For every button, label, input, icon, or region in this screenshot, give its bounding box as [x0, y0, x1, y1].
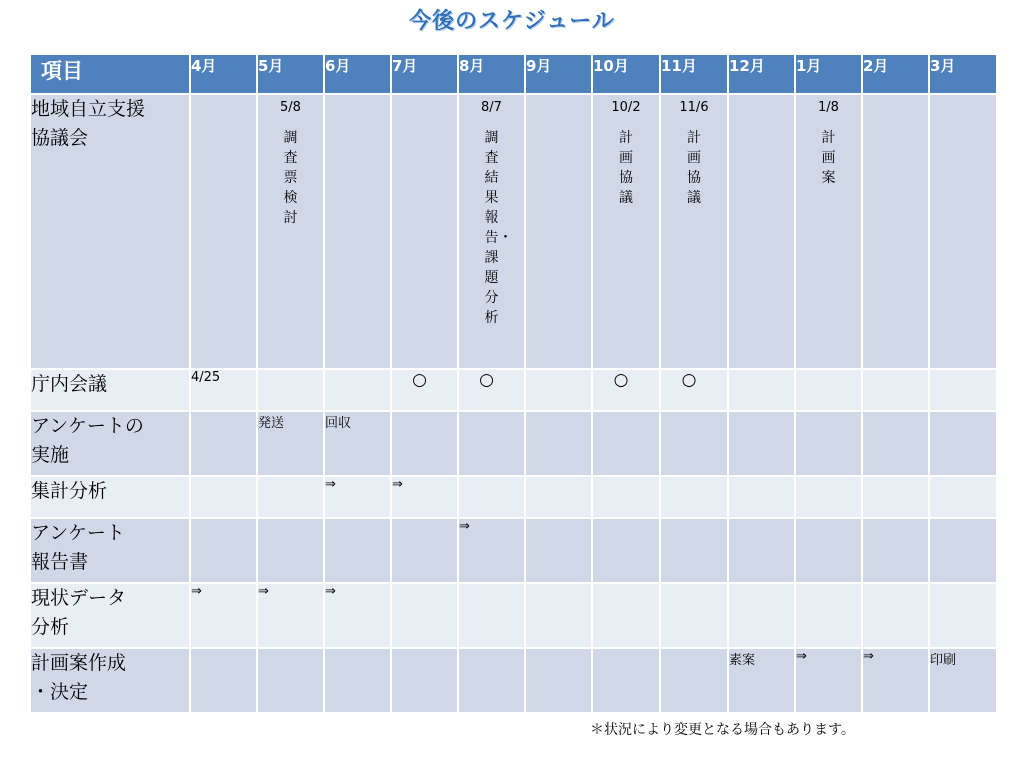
schedule-cell	[660, 476, 728, 518]
cell-text: ⇒	[191, 584, 202, 599]
row-label-line: 分析	[31, 616, 70, 638]
schedule-cell	[929, 583, 997, 648]
schedule-cell	[458, 648, 525, 713]
schedule-cell	[458, 476, 525, 518]
cell-text: 印刷	[930, 653, 957, 668]
header-month: 2月	[862, 54, 929, 94]
schedule-cell	[660, 94, 728, 369]
schedule-cell	[728, 518, 795, 583]
row-label	[30, 583, 190, 648]
schedule-cell	[525, 369, 592, 411]
schedule-cell	[728, 583, 795, 648]
meeting-entry	[796, 95, 861, 188]
header-month: 6月	[324, 54, 391, 94]
schedule-cell	[660, 369, 728, 411]
schedule-cell	[929, 476, 997, 518]
schedule-cell	[929, 411, 997, 476]
meeting-topic: 計画協議	[687, 130, 701, 206]
meeting-date: 11/6	[679, 100, 709, 115]
footnote: ＊状況により変更となる場合もあります。	[590, 722, 855, 738]
table-row	[30, 476, 997, 518]
row-label	[30, 476, 190, 518]
schedule-cell	[458, 518, 525, 583]
schedule-cell	[458, 583, 525, 648]
schedule-cell	[257, 648, 324, 713]
meeting-entry	[258, 95, 323, 228]
schedule-cell	[190, 648, 257, 713]
schedule-cell	[795, 583, 862, 648]
schedule-cell	[391, 369, 458, 411]
schedule-cell	[728, 476, 795, 518]
schedule-cell	[862, 369, 929, 411]
schedule-cell	[324, 583, 391, 648]
row-label-line: 集計分析	[31, 480, 108, 502]
schedule-cell	[391, 518, 458, 583]
row-label-line: 地域自立支援	[31, 98, 146, 120]
schedule-cell	[592, 583, 660, 648]
schedule-cell	[592, 94, 660, 369]
schedule-table	[29, 53, 998, 714]
meeting-entry	[593, 95, 659, 208]
header-month: 4月	[190, 54, 257, 94]
header-month: 10月	[592, 54, 660, 94]
meeting-mark: ○	[412, 370, 427, 390]
cell-text: 回収	[325, 416, 352, 431]
schedule-cell	[458, 369, 525, 411]
header-month: 5月	[257, 54, 324, 94]
schedule-cell	[929, 369, 997, 411]
schedule-cell	[458, 94, 525, 369]
schedule-cell	[795, 476, 862, 518]
meeting-entry	[459, 95, 524, 328]
schedule-cell	[862, 518, 929, 583]
schedule-cell	[190, 583, 257, 648]
schedule-cell	[190, 369, 257, 411]
schedule-cell	[728, 369, 795, 411]
schedule-cell	[324, 94, 391, 369]
meeting-date: 5/8	[280, 100, 301, 115]
header-month: 9月	[525, 54, 592, 94]
schedule-cell	[525, 518, 592, 583]
row-label-line: アンケートの	[31, 415, 144, 437]
schedule-cell	[525, 94, 592, 369]
schedule-cell	[257, 94, 324, 369]
header-month: 1月	[795, 54, 862, 94]
page-title: 今後のスケジュール	[409, 9, 615, 34]
header-item: 項目	[30, 54, 190, 94]
row-label	[30, 369, 190, 411]
schedule-cell	[525, 648, 592, 713]
table-row	[30, 518, 997, 583]
schedule-cell	[592, 476, 660, 518]
schedule-cell	[391, 648, 458, 713]
header-month: 12月	[728, 54, 795, 94]
schedule-cell	[728, 411, 795, 476]
header-month: 11月	[660, 54, 728, 94]
schedule-cell	[391, 476, 458, 518]
meeting-topic: 調査票検討	[283, 130, 298, 226]
schedule-cell	[660, 648, 728, 713]
cell-text: ⇒	[796, 649, 807, 664]
row-label-line: 計画案作成	[31, 652, 127, 674]
schedule-cell	[257, 583, 324, 648]
row-label	[30, 648, 190, 713]
schedule-cell	[324, 648, 391, 713]
row-label-line: 協議会	[31, 127, 89, 149]
schedule-cell	[592, 518, 660, 583]
header-month: 7月	[391, 54, 458, 94]
schedule-cell	[391, 583, 458, 648]
meeting-mark: ○	[479, 370, 494, 390]
cell-text: ⇒	[258, 584, 269, 599]
schedule-cell	[525, 583, 592, 648]
schedule-cell	[862, 648, 929, 713]
header-row	[30, 54, 997, 94]
cell-text: ⇒	[459, 519, 470, 534]
schedule-cell	[592, 369, 660, 411]
schedule-cell	[795, 369, 862, 411]
schedule-cell	[929, 94, 997, 369]
schedule-cell	[592, 411, 660, 476]
row-label	[30, 411, 190, 476]
schedule-cell	[391, 411, 458, 476]
schedule-cell	[324, 411, 391, 476]
schedule-cell	[862, 411, 929, 476]
table-row	[30, 369, 997, 411]
schedule-cell	[862, 476, 929, 518]
schedule-cell	[795, 648, 862, 713]
meeting-date: 1/8	[818, 100, 839, 115]
cell-text: ⇒	[325, 477, 336, 492]
schedule-cell	[257, 476, 324, 518]
schedule-cell	[391, 94, 458, 369]
cell-text: ⇒	[325, 584, 336, 599]
schedule-cell	[795, 94, 862, 369]
schedule-cell	[795, 411, 862, 476]
header-month: 3月	[929, 54, 997, 94]
schedule-cell	[862, 94, 929, 369]
cell-text: ⇒	[392, 477, 403, 492]
schedule-cell	[929, 648, 997, 713]
schedule-cell	[592, 648, 660, 713]
row-label-line: アンケート	[31, 522, 125, 544]
schedule-cell	[190, 476, 257, 518]
cell-text: 発送	[258, 416, 285, 431]
meeting-topic: 調査結果報告・課題分析	[484, 130, 513, 326]
schedule-cell	[458, 411, 525, 476]
schedule-cell	[257, 411, 324, 476]
row-label-line: ・決定	[31, 681, 89, 703]
meeting-topic: 計画案	[821, 130, 836, 186]
meeting-mark: ○	[613, 370, 629, 390]
meeting-date: 10/2	[611, 100, 641, 115]
schedule-cell	[257, 369, 324, 411]
row-label-line: 実施	[31, 444, 70, 466]
schedule-cell	[257, 518, 324, 583]
row-label	[30, 518, 190, 583]
row-label-line: 庁内会議	[31, 373, 108, 395]
header-month: 8月	[458, 54, 525, 94]
schedule-cell	[190, 518, 257, 583]
table-row	[30, 583, 997, 648]
schedule-cell	[324, 369, 391, 411]
schedule-cell	[324, 518, 391, 583]
cell-text: 4/25	[191, 370, 221, 385]
schedule-cell	[525, 411, 592, 476]
meeting-entry	[661, 95, 727, 208]
table-row	[30, 94, 997, 369]
schedule-cell	[525, 476, 592, 518]
meeting-date: 8/7	[481, 100, 502, 115]
table-row	[30, 411, 997, 476]
schedule-cell	[929, 518, 997, 583]
schedule-cell	[795, 518, 862, 583]
schedule-cell	[728, 648, 795, 713]
row-label	[30, 94, 190, 369]
schedule-cell	[660, 411, 728, 476]
cell-text: ⇒	[863, 649, 874, 664]
schedule-cell	[190, 94, 257, 369]
schedule-cell	[862, 583, 929, 648]
meeting-mark: ○	[681, 370, 697, 390]
row-label-line: 現状データ	[31, 587, 127, 609]
meeting-topic: 計画協議	[619, 130, 633, 206]
schedule-cell	[324, 476, 391, 518]
schedule-cell	[660, 518, 728, 583]
schedule-cell	[190, 411, 257, 476]
cell-text: 素案	[729, 653, 756, 668]
table-row	[30, 648, 997, 713]
row-label-line: 報告書	[31, 551, 89, 573]
schedule-cell	[728, 94, 795, 369]
schedule-cell	[660, 583, 728, 648]
schedule-body	[30, 94, 997, 713]
